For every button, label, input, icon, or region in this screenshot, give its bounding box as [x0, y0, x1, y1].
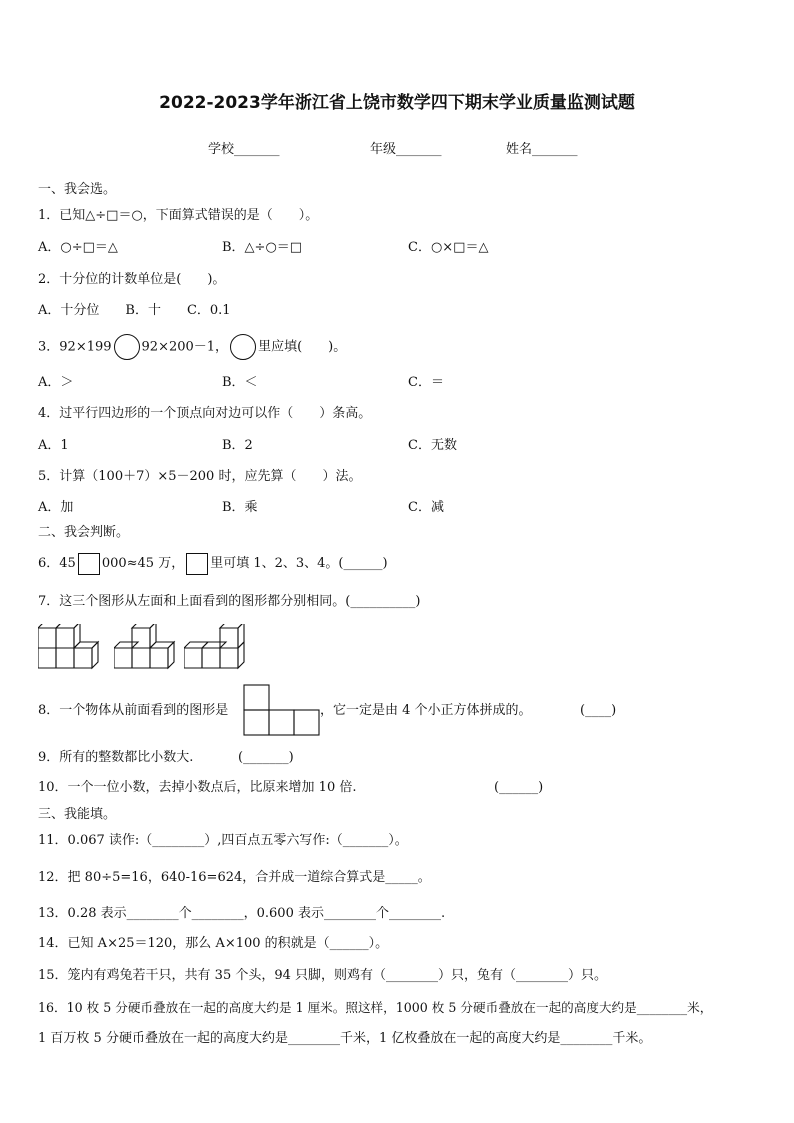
- grade-field: 年级_______: [370, 142, 442, 157]
- q3-text-1: 3．92×199: [38, 339, 112, 355]
- q1-option-b: B．△÷○＝□: [222, 240, 303, 255]
- cube-figure-3: [184, 624, 248, 670]
- digit-box-ref: [186, 553, 208, 575]
- section-heading-1: 一、我会选。: [38, 182, 117, 197]
- question-7: 7．这三个图形从左面和上面看到的图形都分别相同。(__________): [38, 594, 421, 609]
- question-1: 1．已知△÷□＝○，下面算式错误的是（ ）。: [38, 208, 319, 223]
- question-14: 14．已知 A×25＝120，那么 A×100 的积就是（______）。: [38, 936, 389, 951]
- question-10: 10．一个一位小数，去掉小数点后，比原来增加 10 倍.: [38, 780, 357, 795]
- school-field: 学校_______: [208, 142, 280, 157]
- q2-options: A．十分位 B．十 C．0.1: [38, 303, 231, 318]
- q10-answer-blank: (______): [494, 780, 544, 795]
- question-13: 13．0.28 表示________个________，0.600 表示________个________.: [38, 906, 446, 921]
- cube-figure-2: [114, 624, 178, 670]
- section-heading-2: 二、我会判断。: [38, 525, 130, 540]
- q1-option-c: C．○×□＝△: [408, 240, 489, 255]
- q5-option-b: B．乘: [222, 500, 258, 515]
- q6-text-2: 000≈45 万，: [101, 556, 185, 571]
- digit-box: [78, 553, 100, 575]
- q9-answer-blank: (_______): [238, 750, 294, 765]
- q6-text-1: 6．45: [38, 556, 76, 571]
- q3-option-b: B．＜: [222, 375, 258, 390]
- cube-figure-1: [38, 624, 102, 670]
- front-view-figure: [243, 684, 321, 736]
- q4-option-b: B．2: [222, 438, 253, 453]
- question-16-line-1: 16．10 枚 5 分硬币叠放在一起的高度大约是 1 厘米。照这样，1000 枚 5 分硬币叠放在一起的高度大约是________米，: [38, 1000, 713, 1015]
- q3-option-c: C．＝: [408, 375, 444, 390]
- question-15: 15．笼内有鸡兔若干只，共有 35 个头，94 只脚，则鸡有（________）只，兔有（________）只。: [38, 968, 608, 983]
- q4-option-a: A．1: [38, 438, 69, 453]
- q5-option-a: A．加: [38, 500, 74, 515]
- q3-text-2: 92×200－1，: [141, 339, 229, 355]
- question-6: [38, 552, 388, 576]
- q4-option-c: C．无数: [408, 438, 457, 453]
- question-11: 11．0.067 读作:（________）,四百点五零六写作:（_______）。: [38, 833, 408, 848]
- q5-option-c: C．减: [408, 500, 444, 515]
- q1-option-a: A．○÷□＝△: [38, 240, 118, 255]
- answer-circle: [230, 334, 256, 360]
- question-3: [38, 334, 346, 361]
- page-title: 2022-2023学年浙江省上饶市数学四下期末学业质量监测试题: [159, 93, 635, 113]
- name-field: 姓名_______: [506, 142, 578, 157]
- section-heading-3: 三、我能填。: [38, 807, 117, 822]
- question-5: 5．计算（100＋7）×5－200 时，应先算（ ）法。: [38, 469, 362, 484]
- question-8-text: 8．一个物体从前面看到的图形是: [38, 703, 229, 718]
- q3-text-3: 里应填( )。: [258, 339, 347, 355]
- question-12: 12．把 80÷5=16，640-16=624，合并成一道综合算式是_____。: [38, 870, 431, 885]
- compare-circle: [114, 334, 140, 360]
- question-2: 2．十分位的计数单位是( )。: [38, 272, 226, 287]
- question-8-text-2: ，它一定是由 4 个小正方体拼成的。: [320, 703, 532, 718]
- q3-option-a: A．＞: [38, 375, 74, 390]
- q6-text-3: 里可填 1、2、3、4。(______): [210, 556, 388, 571]
- question-9: 9．所有的整数都比小数大.: [38, 750, 194, 765]
- q8-answer-blank: (____): [580, 703, 617, 718]
- question-16-line-2: 1 百万枚 5 分硬币叠放在一起的高度大约是________千米，1 亿枚叠放在一起的高度大约是________千米。: [38, 1031, 652, 1046]
- question-4: 4．过平行四边形的一个顶点向对边可以作（ ）条高。: [38, 406, 372, 421]
